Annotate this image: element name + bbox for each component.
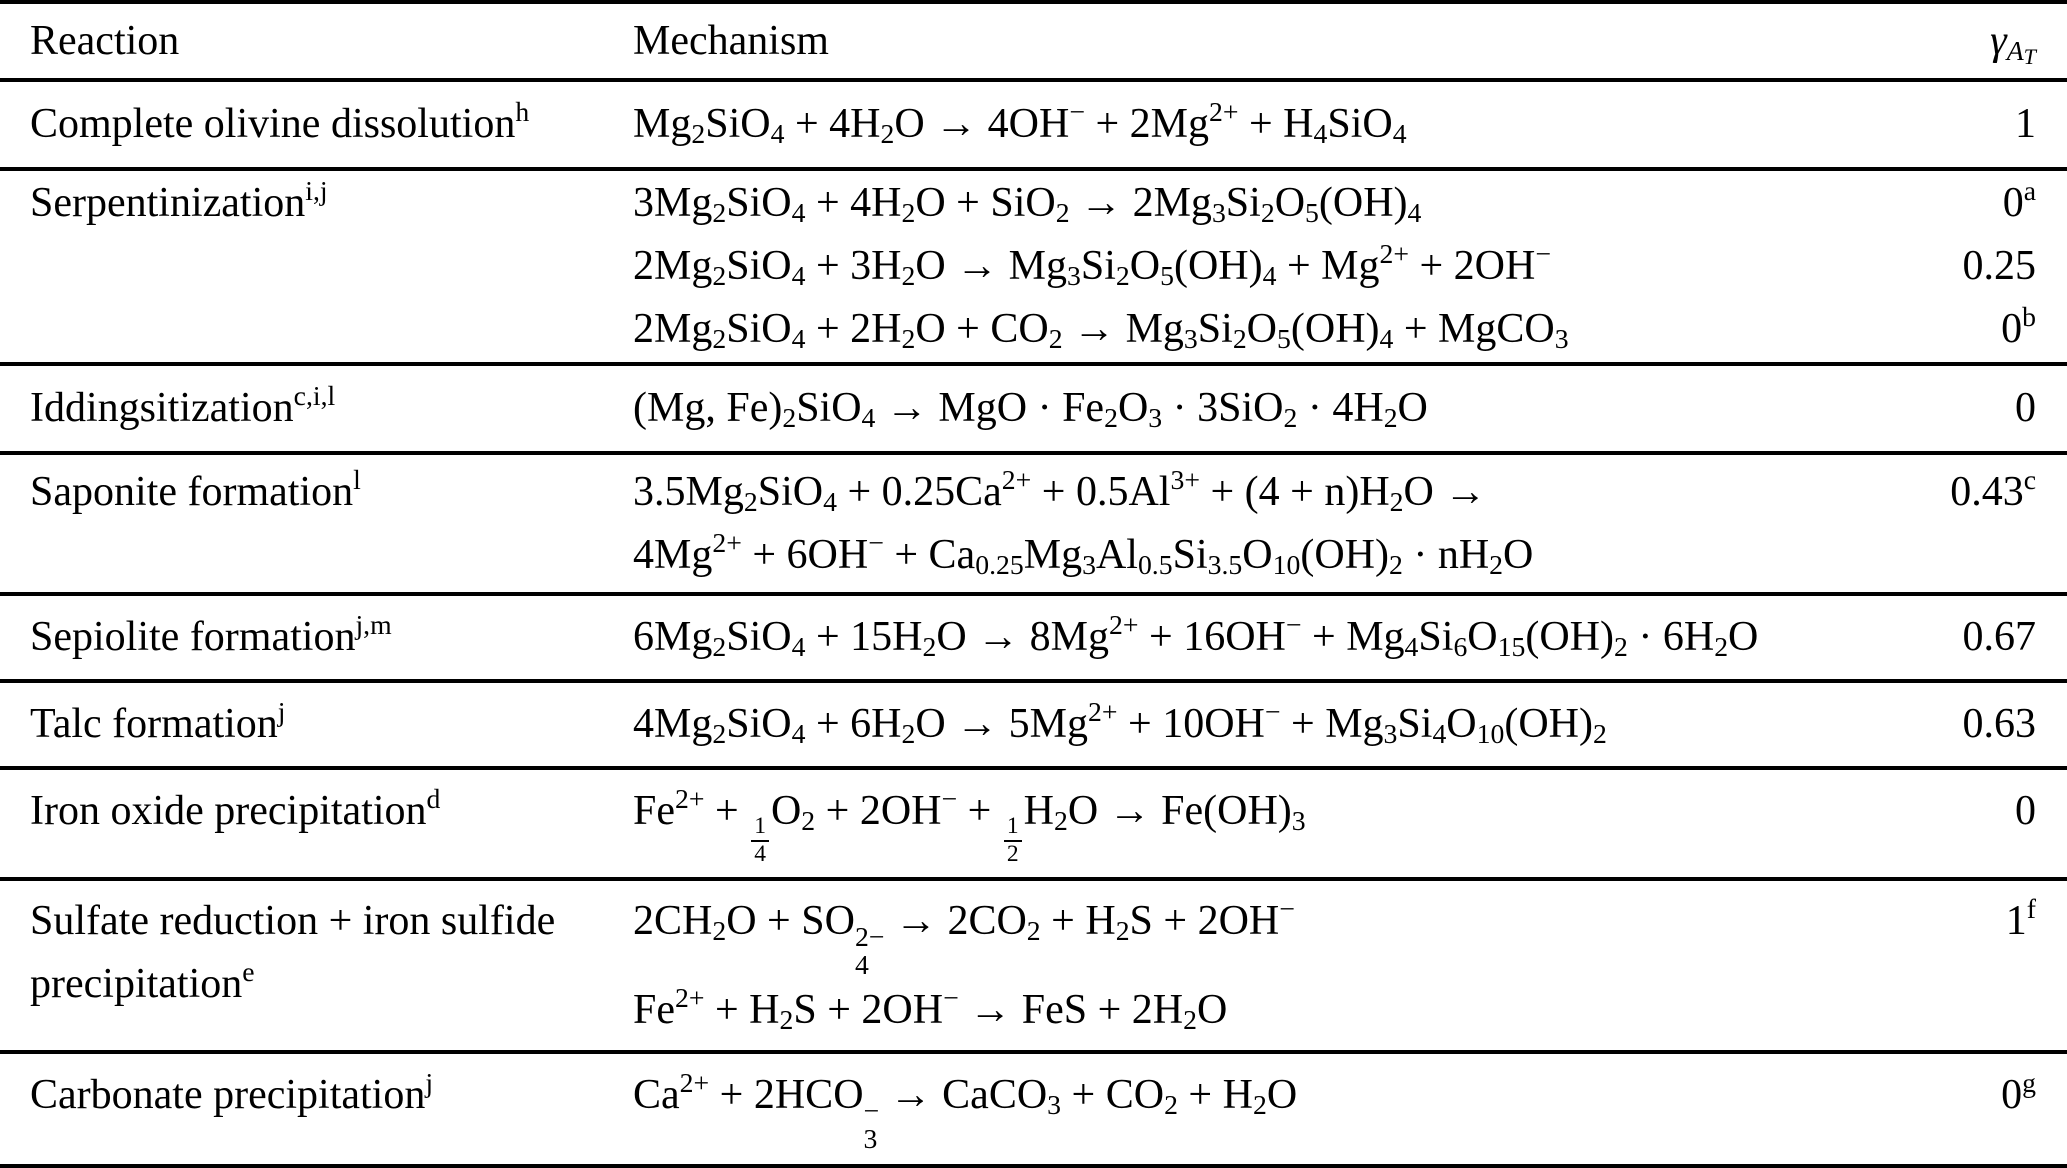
- gamma-cell: [1877, 377, 2067, 440]
- table-row-talc-formation: [0, 683, 2067, 770]
- table-row-sepiolite-formation: [0, 596, 2067, 683]
- gamma-value: 0.67: [1962, 614, 2036, 660]
- table-row-sulfate-reduction-iron-sulfide-precipitation: [0, 881, 2067, 1054]
- mechanism-cell: [633, 693, 1877, 756]
- reaction-label: Sepiolite formation$^{j,m}$: [30, 608, 392, 660]
- mechanism-equation: (Mg, $Fe)_2SiO_4$ → MgO · $Fe_2O_3 \cdot 3SiO_2 \cdot 4H_2O$: [633, 385, 1428, 434]
- mechanism-equation: $6Mg_2SiO_4 + 15H_2O \to 8Mg^{2+} + 16OH^- + Mg_4Si_6O_{15}(OH)_2 \cdot 6H_2O$: [633, 608, 1759, 663]
- table-row-saponite-formation: [0, 455, 2067, 596]
- mechanism-equation: $4Mg^{2+} + 6OH^- + Ca_{0.25}Mg_3Al_{0.5}Si_{3.5}O_{10}(OH)_2 \cdot nH_2O$: [633, 526, 1534, 581]
- mechanism-equation: $2Mg_2SiO_4 + 3H_2O \to Mg_3Si_2O_5(OH)_4 + Mg^{2+} + 2OH^-$: [633, 237, 1551, 292]
- reaction-label: Complete olivine dissolution$^h$: [30, 95, 530, 147]
- gamma-value: [1877, 524, 2036, 587]
- table-row-iron-oxide-precipitation: [0, 770, 2067, 881]
- table-header-row: [0, 4, 2067, 82]
- column-header-mechanism: Mechanism: [633, 18, 829, 64]
- mechanism-cell: [633, 377, 1877, 440]
- gamma-value: 0.63: [1962, 701, 2036, 747]
- mechanism-equation: $2CH_2O$ + SO 2− 4 → $2CO_2 + H_2S + 2OH^-$: [633, 893, 1295, 981]
- gamma-value: 0$^g$: [2001, 1067, 2036, 1119]
- gamma-cell: [1877, 780, 2067, 843]
- table-row-iddingsitization: [0, 366, 2067, 455]
- table-row-serpentinization: [0, 171, 2067, 366]
- gamma-cell: [1877, 890, 2067, 1016]
- table-row-carbonate-precipitation: [0, 1054, 2067, 1167]
- mechanism-cell: [633, 461, 1877, 587]
- gamma-value: 0.25: [1962, 243, 2036, 289]
- mechanism-equation: $Fe^{2+}$ + $\frac{1}{4}$ $O_2 + 2OH^-$ + $\frac{1}{2}$ $H_2O \to Fe(OH)_3$: [633, 782, 1306, 867]
- column-header-gamma: $\gamma_{A_T}$: [1990, 18, 2036, 70]
- reaction-label: Talc formation$^j$: [30, 695, 286, 747]
- reaction-label: Serpentinization$^{i,j}$: [30, 174, 328, 226]
- mechanism-cell: [633, 93, 1877, 156]
- gamma-value: 1: [2015, 101, 2036, 147]
- reaction-label: Carbonate precipitation$^j$: [30, 1067, 434, 1119]
- gamma-cell: [1877, 461, 2067, 587]
- mechanism-cell: [633, 606, 1877, 669]
- table-row-complete-olivine-dissolution: [0, 82, 2067, 171]
- mechanism-cell: [633, 890, 1877, 1042]
- mechanism-equation: $4Mg_2SiO_4 + 6H_2O \to 5Mg^{2+} + 10OH^- + Mg_3Si_4O_{10}(OH)_2$: [633, 695, 1607, 750]
- gamma-cell: [1877, 606, 2067, 669]
- gamma-cell: [1877, 1064, 2067, 1127]
- reaction-label: Iddingsitization$^{c,i,l}$: [30, 379, 336, 431]
- mechanism-equation: $3Mg_2SiO_4 + 4H_2O + SiO_2 \to 2Mg_3Si_2O_5(OH)_4$: [633, 180, 1422, 229]
- gamma-value: 1$^f$: [2005, 893, 2036, 945]
- mechanism-equation: $Fe^{2+} + H_2S + 2OH^-$ → FeS + $2H_2O$: [633, 982, 1228, 1036]
- mechanism-cell: [633, 780, 1877, 867]
- reaction-label: Iron oxide precipitation$^d$: [30, 782, 441, 834]
- gamma-cell: [1877, 172, 2067, 361]
- gamma-value: 0: [2015, 788, 2036, 834]
- mechanism-equation: $Mg_2SiO_4 + 4H_2O \to 4OH^- + 2Mg^{2+} + H_4SiO_4$: [633, 95, 1407, 150]
- column-header-reaction: Reaction: [30, 18, 180, 64]
- gamma-cell: [1877, 93, 2067, 156]
- mechanism-equation: $2Mg_2SiO_4 + 2H_2O + CO_2 \to Mg_3Si_2O_5(OH)_4$ + MgCO$_3$: [633, 306, 1569, 355]
- gamma-value: 0$^a$: [2002, 174, 2036, 226]
- gamma-value: [1877, 953, 2036, 1016]
- gamma-value: 0$^b$: [2001, 300, 2036, 352]
- gamma-cell: [1877, 693, 2067, 756]
- reaction-label: Sulfate reduction + iron sulfide precipitation$^e$: [30, 898, 556, 1008]
- mechanism-equation: $3.5Mg_2SiO_4 + 0.25Ca^{2+} + 0.5Al^{3+} + (4 + n)H_2O$ →: [633, 463, 1487, 518]
- mechanism-cell: [633, 172, 1877, 361]
- mechanism-cell: [633, 1064, 1877, 1153]
- gamma-value: 0.43$^c$: [1950, 463, 2036, 515]
- reaction-label: Saponite formation$^l$: [30, 463, 361, 515]
- mechanism-equation: $Ca^{2+} + 2HCO$ − 3 → CaCO$_3$ + $CO_2 + H_2O$: [633, 1067, 1298, 1155]
- gamma-value: 0: [2015, 385, 2036, 431]
